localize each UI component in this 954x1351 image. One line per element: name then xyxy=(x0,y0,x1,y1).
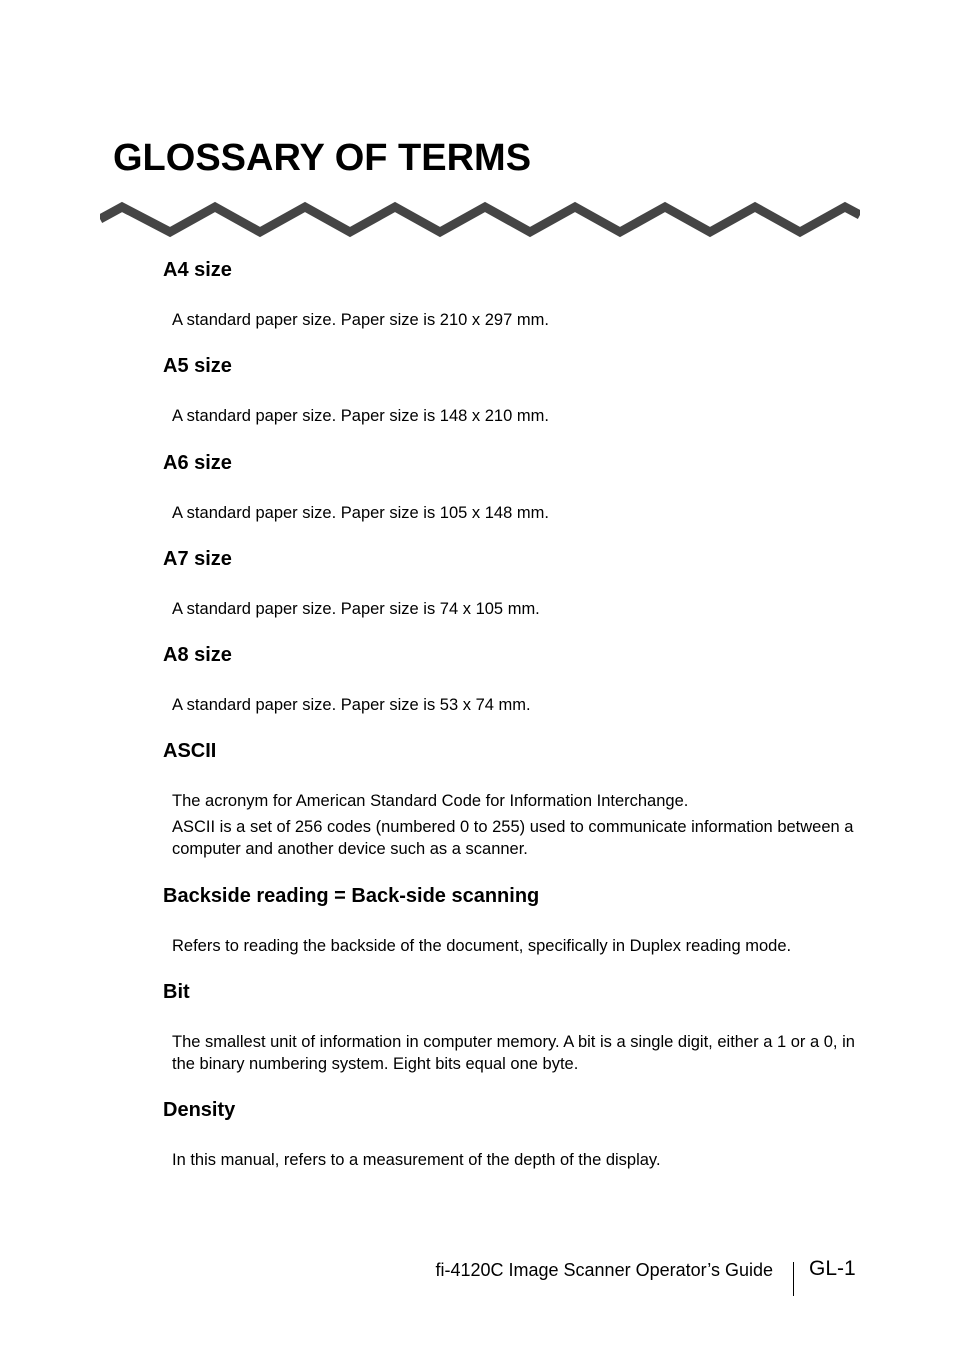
term-heading: Bit xyxy=(163,981,190,1003)
footer-divider xyxy=(793,1262,794,1296)
definition-paragraph: A standard paper size. Paper size is 74 x 105 mm. xyxy=(172,600,540,618)
footer-guide-title: fi-4120C Image Scanner Operator’s Guide xyxy=(435,1260,773,1280)
definition-paragraph: A standard paper size. Paper size is 105 x 148 mm. xyxy=(172,504,549,522)
term-definition xyxy=(172,694,862,716)
definition-paragraph: A standard paper size. Paper size is 53 x 74 mm. xyxy=(172,696,531,714)
term-heading: Backside reading = Back-side scanning xyxy=(163,885,540,907)
term-heading: A5 size xyxy=(163,355,232,377)
definition-paragraph: A standard paper size. Paper size is 210 x 297 mm. xyxy=(172,311,549,329)
definition-paragraph: In this manual, refers to a measurement of the depth of the display. xyxy=(172,1151,661,1169)
definition-paragraph: A standard paper size. Paper size is 148 x 210 mm. xyxy=(172,407,549,425)
definition-paragraph: The smallest unit of information in computer memory. A bit is a single digit, either a 1 or a 0, in the binary numbering system. Eight bits equal one byte. xyxy=(172,1033,855,1073)
definition-paragraph: The acronym for American Standard Code for Information Interchange. xyxy=(172,792,689,810)
term-definition xyxy=(172,935,862,957)
term-definition xyxy=(172,1149,862,1171)
definition-paragraph: Refers to reading the backside of the document, specifically in Duplex reading mode. xyxy=(172,937,792,955)
page-title: GLOSSARY OF TERMS xyxy=(113,137,532,179)
term-heading: ASCII xyxy=(163,740,217,762)
term-definition xyxy=(172,598,862,620)
term-heading: A7 size xyxy=(163,548,232,570)
term-heading: A4 size xyxy=(163,259,232,281)
definition-paragraph: ASCII is a set of 256 codes (numbered 0 to 255) used to communicate information between a computer and another device such as a scanner. xyxy=(172,818,854,858)
term-definition xyxy=(172,502,862,524)
term-heading: Density xyxy=(163,1099,236,1121)
term-definition xyxy=(172,1031,862,1075)
term-definition xyxy=(172,405,862,427)
term-definition xyxy=(172,309,862,331)
term-heading: A8 size xyxy=(163,644,232,666)
term-heading: A6 size xyxy=(163,452,232,474)
zigzag-divider xyxy=(100,196,860,242)
term-definition xyxy=(172,790,862,860)
footer-page-number: GL-1 xyxy=(809,1257,856,1280)
